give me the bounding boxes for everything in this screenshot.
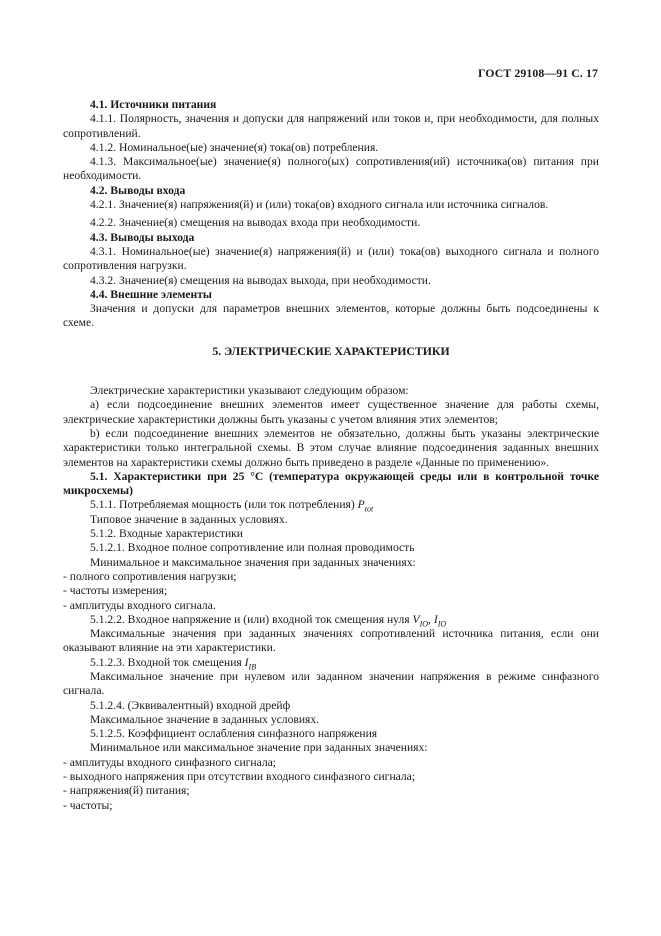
para-4-1-1: 4.1.1. Полярность, значения и допуски для напряжений или токов и, при необходимости, для полных сопротивлений. bbox=[63, 112, 599, 140]
symbol-i-io-sub: IO bbox=[437, 619, 447, 629]
para-4-4: Значения и допуски для параметров внешних элементов, которые должны быть подсоединены к схеме. bbox=[63, 302, 599, 330]
para-4-1-2: 4.1.2. Номинальное(ые) значение(я) тока(ов) потребления. bbox=[90, 140, 379, 154]
section-5-title: 5. ЭЛЕКТРИЧЕСКИЕ ХАРАКТЕРИСТИКИ bbox=[212, 343, 450, 358]
list-item: - выходного напряжения при отсутствии входного синфазного сигнала; bbox=[63, 770, 416, 784]
page-header: ГОСТ 29108—91 С. 17 bbox=[477, 66, 598, 80]
heading-4-1: 4.1. Источники питания bbox=[90, 98, 217, 111]
heading-4-4: 4.4. Внешние элементы bbox=[90, 287, 212, 301]
list-item: - амплитуды входного синфазного сигнала; bbox=[63, 755, 277, 769]
symbol-separator: , bbox=[428, 612, 434, 626]
para-5-1-2-4: 5.1.2.4. (Эквивалентный) входной дрейф bbox=[90, 698, 291, 712]
para-5-1-2-5: 5.1.2.5. Коэффициент ослабления синфазного напряжения bbox=[90, 727, 378, 741]
para-4-1-3: 4.1.3. Максимальное(ые) значение(я) полного(ых) сопротивления(ий) источника(ов) питания при необходимости. bbox=[63, 155, 599, 183]
heading-5-1: 5.1. Характеристики при 25 °С (температура окружающей среды или в контрольной точке микросхемы) bbox=[63, 469, 599, 498]
para-5-a: а) если подсоединение внешних элементов имеет существенное значение для работы схемы, электрические характеристики должны быть указаны с учетом влияния этих элементов; bbox=[63, 398, 599, 426]
para-5-1-2-2-text: 5.1.2.2. Входное напряжение и (или) входной ток смещения нуля bbox=[90, 612, 410, 626]
para-4-2-1: 4.2.1. Значение(я) напряжения(й) и (или) тока(ов) входного сигнала или источника сигналов. bbox=[90, 198, 549, 212]
list-item: - напряжения(й) питания; bbox=[63, 784, 190, 798]
para-4-2-2: 4.2.2. Значение(я) смещения на выводах входа при необходимости. bbox=[90, 216, 421, 230]
para-5-1-2-2 bbox=[63, 613, 599, 627]
para-5-1-2: 5.1.2. Входные характеристики bbox=[90, 527, 243, 541]
symbol-i-io: I bbox=[433, 612, 438, 626]
para-5-1-2-3-text: 5.1.2.3. Входной ток смещения bbox=[90, 655, 242, 669]
para-5-intro: Электрические характеристики указывают следующим образом: bbox=[90, 384, 409, 398]
symbol-v-io: V bbox=[412, 612, 420, 626]
para-4-3-1: 4.3.1. Номинальное(ые) значение(я) напряжения(й) и (или) тока(ов) выходного сигнала и полного сопротивления нагрузки. bbox=[63, 244, 599, 273]
para-5-1-1 bbox=[63, 498, 599, 512]
page-content bbox=[63, 98, 599, 813]
list-item: - полного сопротивления нагрузки; bbox=[63, 569, 237, 583]
list-item: - частоты; bbox=[63, 798, 113, 812]
list-item: - амплитуды входного сигнала. bbox=[63, 598, 216, 612]
symbol-i-ib: I bbox=[244, 655, 249, 669]
symbol-p-tot: P bbox=[357, 498, 365, 512]
para-5-1-2-3 bbox=[63, 656, 599, 670]
para-5-1-2-4-b: Максимальное значение в заданных условиях. bbox=[90, 712, 320, 726]
list-item: - частоты измерения; bbox=[63, 584, 168, 598]
para-5-1-2-1: 5.1.2.1. Входное полное сопротивление или полная проводимость bbox=[90, 541, 415, 555]
heading-4-3: 4.3. Выводы выхода bbox=[90, 230, 195, 244]
para-5-1-2-3-b: Максимальное значение при нулевом или заданном значении напряжения в режиме синфазного сигнала. bbox=[63, 669, 599, 698]
para-5-1-2-5-b: Минимальное или максимальное значение при заданных значениях: bbox=[90, 741, 428, 755]
heading-4-2: 4.2. Выводы входа bbox=[90, 183, 186, 197]
para-4-3-2: 4.3.2. Значение(я) смещения на выводах выхода, при необходимости. bbox=[90, 273, 431, 287]
para-5-1-1-text: 5.1.1. Потребляемая мощность (или ток потребления) bbox=[90, 498, 355, 512]
para-5-1-2-2-b: Максимальные значения при заданных значениях сопротивлений источника питания, если они оказывают влияние на эти характеристики. bbox=[63, 627, 599, 655]
para-5-b: b) если подсоединение внешних элементов не обязательно, должны быть указаны электрические характеристики только интегральной схемы. В этом случае влияние подсоединения заданных внешних элементов на характеристики схемы должно быть приведено в разделе «Данные по применению». bbox=[63, 426, 599, 469]
para-5-1-2-1-b: Минимальное и максимальное значения при заданных значениях: bbox=[90, 555, 416, 569]
para-5-1-1-b: Типовое значение в заданных условиях. bbox=[90, 512, 288, 526]
symbol-v-io-sub: IO bbox=[419, 619, 429, 629]
symbol-i-ib-sub: IB bbox=[248, 662, 257, 671]
symbol-p-tot-sub: tot bbox=[364, 504, 374, 514]
